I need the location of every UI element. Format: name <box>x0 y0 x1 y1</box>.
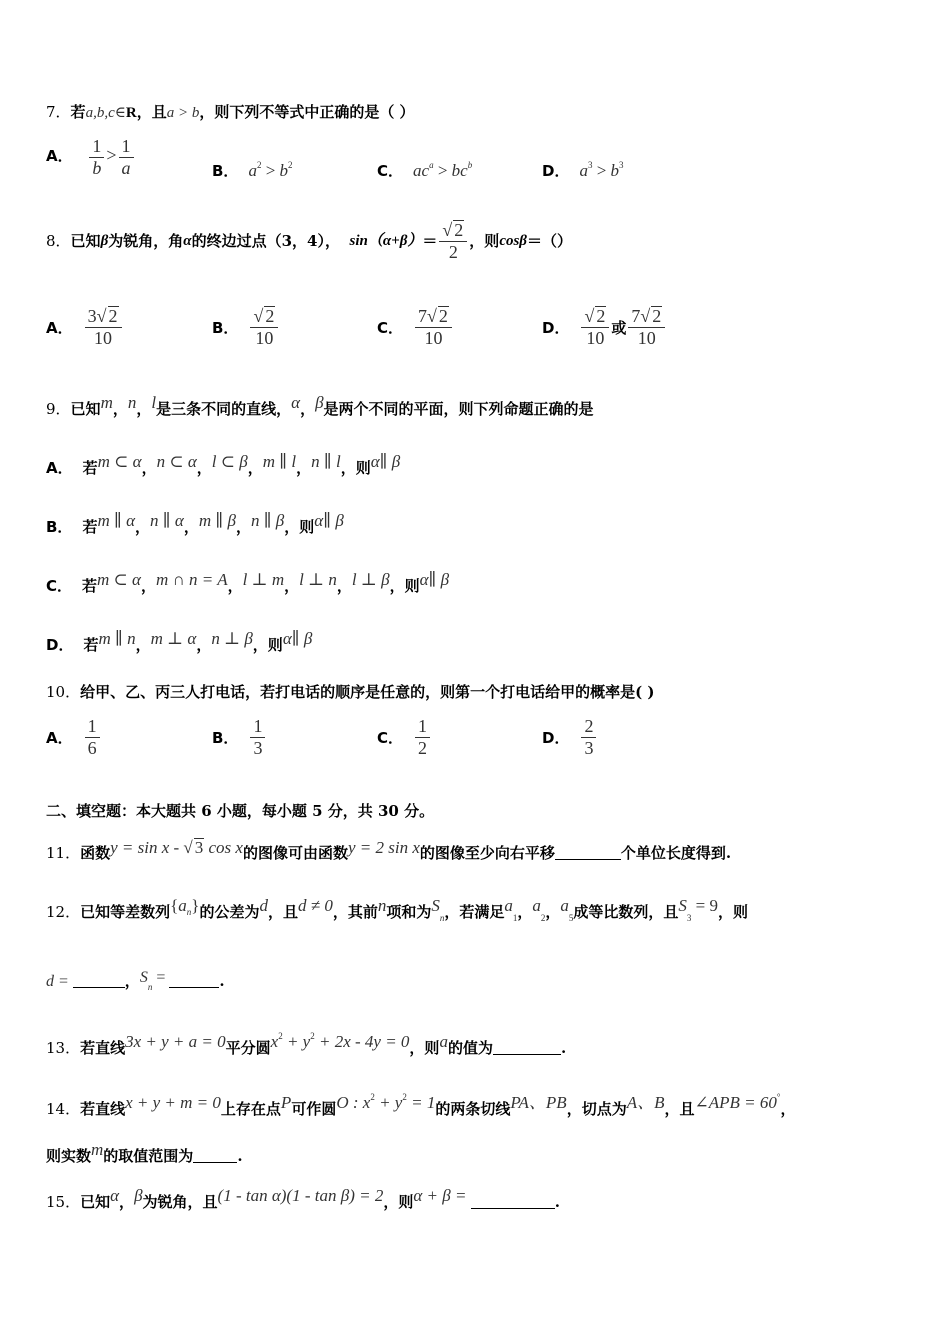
fraction: $\frac{1}{2}$ <box>415 716 430 758</box>
answer-blank[interactable] <box>555 845 621 860</box>
q7-stem: 7．若a,b,c∈R，且a > b，则下列不等式中正确的是（ ） <box>46 103 415 121</box>
q12-stem: 12．已知等差数列$\{a_n\}$的公差为d，且d ≠ 0，其前n项和为$S_n$，若满足$a_1$，$a_2$，$a_5$成等比数列，且$S_3 = 9$，则 <box>46 896 749 923</box>
q7-option-a[interactable]: A． $\frac{1}{b}$ > $\frac{1}{a}$ <box>46 136 136 178</box>
answer-blank[interactable] <box>471 1194 555 1209</box>
fraction: $\frac{7√ 2}{10}$ <box>415 306 452 348</box>
fraction: $\frac{√ 2}{10}$ <box>250 306 278 348</box>
q13-stem: 13．若直线3x + y + a = 0平分圆$x^2 + y^2 + 2x - 4y = 0$，则a的值为 . <box>46 1031 567 1057</box>
q9-stem: 9．已知m，n，l是三条不同的直线，α，β是两个不同的平面，则下列命题正确的是 <box>46 393 594 418</box>
q9-option-b[interactable]: B． 若m ∥ α，n ∥ α，m ∥ β，n ∥ β，则α∥ β <box>46 511 344 536</box>
fraction: $\frac{7√ 2}{10}$ <box>628 306 665 348</box>
q9-option-c[interactable]: C． 若m ⊂ α，m ∩ n = A，l ⊥ m，l ⊥ n，l ⊥ β，则α∥ β <box>46 570 450 595</box>
q7-option-c[interactable]: C． $ac^a > bc^b$ <box>377 160 473 180</box>
q10-option-b[interactable]: B． $\frac{1}{3}$ <box>212 716 267 758</box>
q14-line2: 则实数m的取值范围为 . <box>46 1140 243 1165</box>
answer-blank[interactable] <box>193 1148 237 1163</box>
q9-option-d[interactable]: D． 若m ∥ n，m ⊥ α，n ⊥ β，则α∥ β <box>46 629 313 654</box>
fraction: $\frac{1}{b}$ <box>89 136 104 178</box>
q10-option-a[interactable]: A． $\frac{1}{6}$ <box>46 716 102 758</box>
q8-option-d[interactable]: D． $\frac{√ 2}{10}$ 或 $\frac{7√ 2}{10}$ <box>542 306 667 348</box>
q8-option-a[interactable]: A． $\frac{3√ 2}{10}$ <box>46 306 124 348</box>
fraction: $\frac{1}{6}$ <box>85 716 100 758</box>
fraction: $\frac{√ 2}{10}$ <box>581 306 609 348</box>
q7-option-d[interactable]: D． $a^3 > b^3$ <box>542 160 624 180</box>
q11-stem: 11．函数y = sin x - √ 3 cos x的图像可由函数y = 2 sin x的图像至少向右平移 个单位长度得到. <box>46 838 732 862</box>
answer-blank-sn[interactable] <box>169 973 219 988</box>
q7-option-b[interactable]: B． $a^2 > b^2$ <box>212 160 293 180</box>
fraction: $\frac{2}{3}$ <box>581 716 596 758</box>
fraction: $\frac{1}{3}$ <box>250 716 265 758</box>
q8-option-c[interactable]: C． $\frac{7√ 2}{10}$ <box>377 306 454 348</box>
fraction: $\frac{√ 2}{2}$ <box>439 220 467 262</box>
answer-blank-d[interactable] <box>73 973 125 988</box>
fraction: $\frac{1}{a}$ <box>119 136 134 178</box>
q8-stem: 8． 已知 β 为锐角，角 α 的终边过点（3，4）， sin（α+β） ＝ $\frac{√ 2}{2}$ ，则 cosβ ＝（） <box>46 220 573 262</box>
q15-stem: 15．已知α，β为锐角，且(1 - tan α)(1 - tan β) = 2，则α + β = . <box>46 1186 560 1211</box>
q9-option-a[interactable]: A． 若m ⊂ α，n ⊂ α，l ⊂ β，m ∥ l，n ∥ l，则α∥ β <box>46 452 401 477</box>
fraction: $\frac{3√ 2}{10}$ <box>85 306 122 348</box>
section-title: 二、填空题：本大题共 6 小题，每小题 5 分，共 30 分。 <box>46 802 435 820</box>
answer-blank[interactable] <box>493 1040 561 1055</box>
q8-option-b[interactable]: B． $\frac{√ 2}{10}$ <box>212 306 280 348</box>
q12-answers: d = ，$S_n$ = . <box>46 969 225 992</box>
q10-option-c[interactable]: C． $\frac{1}{2}$ <box>377 716 432 758</box>
q10-stem: 10．给甲、乙、丙三人打电话，若打电话的顺序是任意的，则第一个打电话给甲的概率是( ) <box>46 683 655 701</box>
q10-option-d[interactable]: D． $\frac{2}{3}$ <box>542 716 598 758</box>
q14-stem: 14．若直线x + y + m = 0上存在点P可作圆O : $x^2 + y^2 = 1$的两条切线PA、PB，切点为A、B，且∠APB = 60°， <box>46 1092 796 1118</box>
